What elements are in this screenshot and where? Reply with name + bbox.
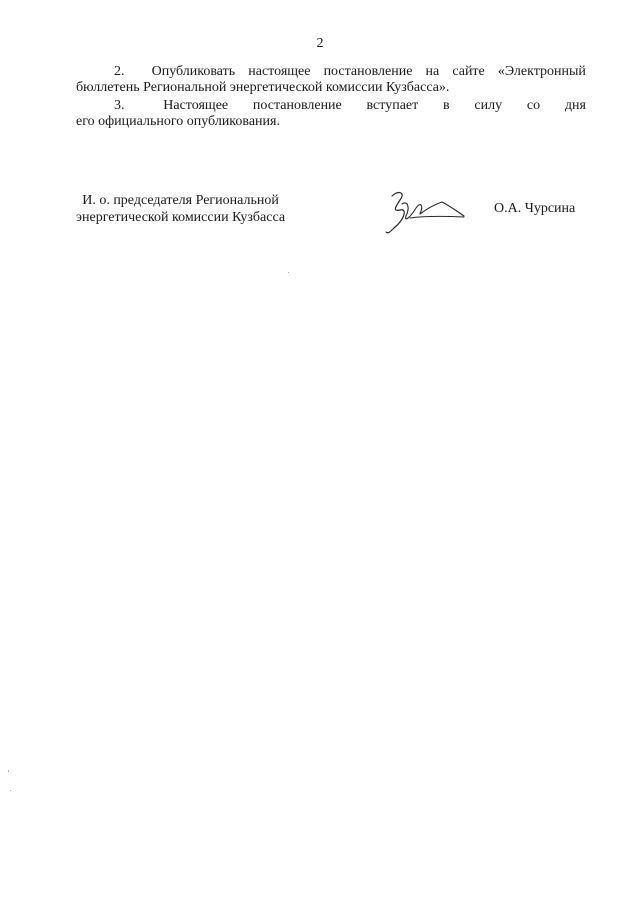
signatory-title	[76, 192, 285, 226]
signatory-title-line-1: И. о. председателя Региональной	[82, 193, 279, 208]
word: «Электронный	[497, 64, 586, 79]
signer-name: О.А. Чурсина	[494, 201, 576, 216]
handwritten-signature	[380, 186, 468, 236]
paragraph-continuation: бюллетень Региональной энергетической комиссии Кузбасса».	[76, 80, 450, 95]
word: Настоящее	[163, 98, 229, 113]
scan-speck	[8, 770, 9, 772]
scan-speck	[288, 272, 289, 273]
page-number: 2	[316, 36, 324, 51]
paragraph-first-line	[76, 64, 586, 80]
word: Опубликовать	[151, 64, 236, 79]
word: сайте	[452, 64, 485, 79]
word: в	[443, 98, 450, 113]
paragraph-continuation: его официального опубликования.	[76, 114, 280, 129]
scan-speck	[10, 790, 11, 791]
paragraph-item-2	[76, 64, 586, 96]
word: со	[526, 98, 541, 113]
word: вступает	[366, 98, 419, 113]
signatory-title-line-2: энергетической комиссии Кузбасса	[76, 210, 286, 225]
paragraph-first-line	[76, 98, 586, 114]
word: дня	[564, 98, 586, 113]
word: постановление	[252, 98, 342, 113]
word: постановление	[323, 64, 413, 79]
word: силу	[474, 98, 503, 113]
item-number: 2.	[114, 64, 125, 79]
item-number: 3.	[114, 98, 125, 113]
paragraph-item-3	[76, 98, 586, 130]
word: на	[425, 64, 440, 79]
word: настоящее	[248, 64, 311, 79]
